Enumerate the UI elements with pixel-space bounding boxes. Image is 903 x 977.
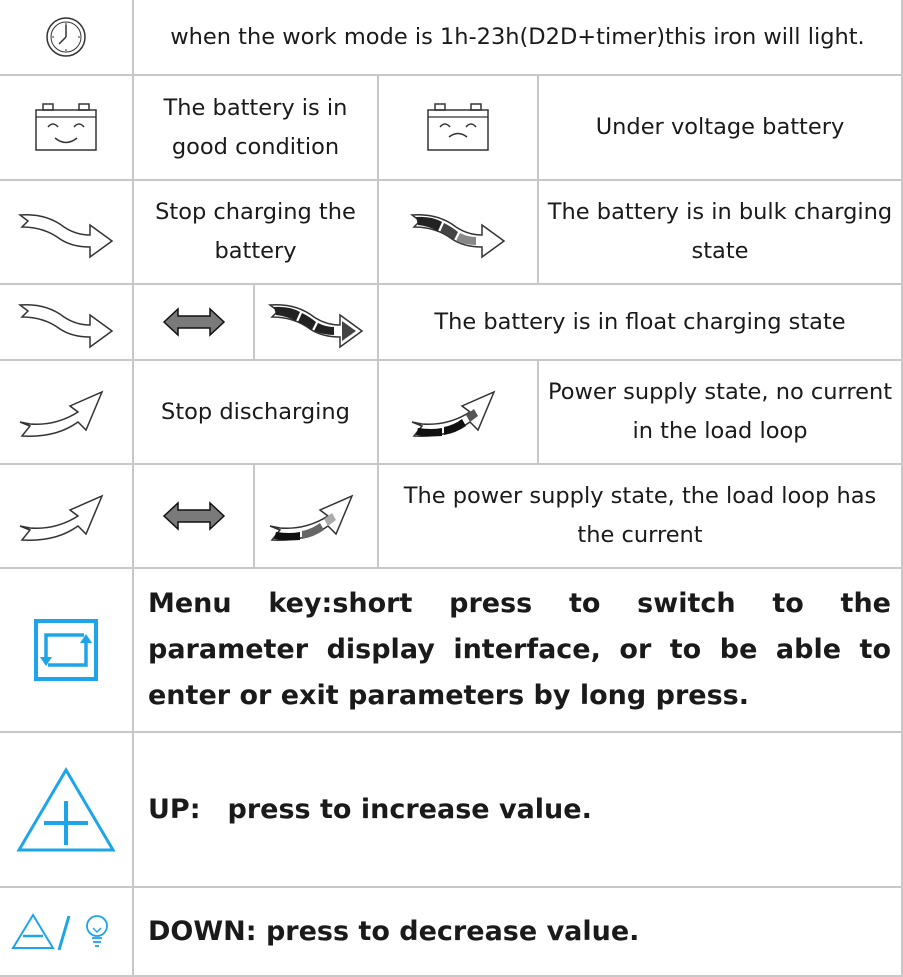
discharge-arrow-outline-icon-cell	[0, 361, 134, 465]
down-key-icon	[11, 912, 121, 952]
load-double-arrow-cell	[134, 465, 255, 569]
bulk-charging-text: The battery is in bulk charging state	[539, 181, 903, 285]
clock-icon	[44, 15, 88, 59]
charge-arrow-filled-icon	[408, 205, 508, 259]
clock-icon-cell	[0, 0, 134, 76]
discharge-arrow-outline-icon	[16, 382, 116, 442]
load-discharge-filled-cell	[255, 465, 379, 569]
menu-key-description: Menu key:short press to switch to the parameter display interface, or to be able to enter or exit parameters by long press.	[148, 588, 891, 711]
menu-key-icon-cell	[0, 569, 134, 733]
float-charge-filled-cell	[255, 285, 379, 361]
down-key-text-cell	[134, 888, 903, 977]
charge-arrow-outline-icon	[16, 295, 116, 349]
bulb-icon	[87, 916, 107, 946]
up-key-icon-cell	[0, 733, 134, 888]
down-key-description: DOWN: press to decrease value.	[148, 915, 640, 947]
discharge-arrow-outline-icon	[16, 486, 116, 546]
menu-key-text-cell	[134, 569, 903, 733]
discharge-arrow-filled-icon-cell	[379, 361, 539, 465]
double-arrow-icon	[162, 306, 226, 338]
discharge-arrow-filled-icon	[266, 486, 366, 546]
charge-arrow-filled-icon-cell	[379, 181, 539, 285]
discharge-arrow-filled-icon	[408, 382, 508, 442]
charge-arrow-outline-icon-cell	[0, 181, 134, 285]
up-key-description: UP: press to increase value.	[148, 793, 592, 825]
double-arrow-icon	[162, 500, 226, 532]
battery-under-text: Under voltage battery	[539, 76, 903, 181]
battery-sad-icon-cell	[379, 76, 539, 181]
charge-arrow-filled-icon	[266, 295, 366, 349]
stop-discharging-text: Stop discharging	[134, 361, 379, 465]
stop-charging-text: Stop charging the battery	[134, 181, 379, 285]
battery-sad-icon	[425, 101, 491, 155]
menu-key-icon	[34, 619, 98, 681]
up-key-text-cell	[134, 733, 903, 888]
float-charging-text: The battery is in float charging state	[379, 285, 903, 361]
battery-good-text: The battery is in good condition	[134, 76, 379, 181]
down-key-icon-cell	[0, 888, 134, 977]
battery-happy-icon-cell	[0, 76, 134, 181]
float-charge-outline-cell	[0, 285, 134, 361]
battery-happy-icon	[33, 101, 99, 155]
charge-arrow-outline-icon	[16, 205, 116, 259]
timer-description: when the work mode is 1h-23h(D2D+timer)this iron will light.	[134, 0, 903, 76]
power-supply-no-current-text: Power supply state, no current in the load loop	[539, 361, 903, 465]
float-double-arrow-cell	[134, 285, 255, 361]
up-key-icon	[16, 767, 116, 853]
load-discharge-outline-cell	[0, 465, 134, 569]
load-loop-current-text: The power supply state, the load loop has the current	[379, 465, 903, 569]
